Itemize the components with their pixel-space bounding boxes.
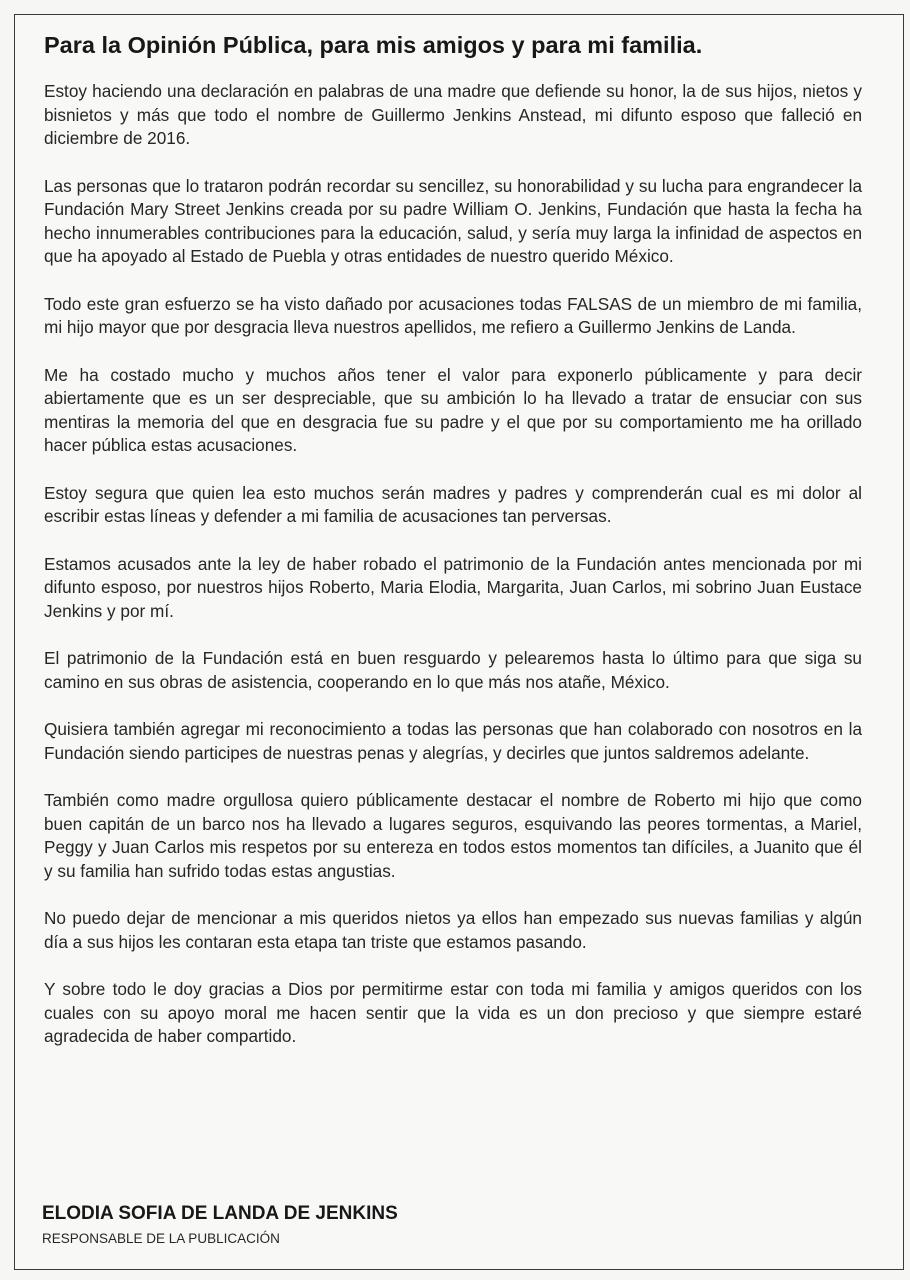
paragraph-9: También como madre orgullosa quiero públicamente destacar el nombre de Roberto mi hijo que como buen capitán de un barco nos ha llevado a lugares seguros, esquivando las peores tormentas, a Mariel, Peggy y Juan Carlos mis respetos por su entereza en todos estos momentos tan difíciles, a Juanito que él y su familia han sufrido todas estas angustias.: [44, 790, 862, 881]
paragraph-1: Estoy haciendo una declaración en palabras de una madre que defiende su honor, la de sus hijos, nietos y bisnietos y más que todo el nombre de Guillermo Jenkins Anstead, mi difunto esposo que falleció en diciembre de 2016.: [44, 81, 862, 148]
notice-title: Para la Opinión Pública, para mis amigos y para mi familia.: [44, 32, 703, 58]
paragraph-7: El patrimonio de la Fundación está en buen resguardo y pelearemos hasta lo último para que siga su camino en sus obras de asistencia, cooperando en lo que más nos atañe, México.: [44, 648, 862, 692]
paragraph-8: Quisiera también agregar mi reconocimiento a todas las personas que han colaborado con nosotros en la Fundación siendo participes de nuestras penas y alegrías, y decirles que juntos saldremos adelante.: [44, 719, 862, 763]
responsible-caption: RESPONSABLE DE LA PUBLICACIÓN: [42, 1231, 280, 1246]
paragraph-10: No puedo dejar de mencionar a mis queridos nietos ya ellos han empezado sus nuevas familias y algún día a sus hijos les contaran esta etapa tan triste que estamos pasando.: [44, 908, 862, 952]
paragraph-5: Estoy segura que quien lea esto muchos serán madres y padres y comprenderán cual es mi dolor al escribir estas líneas y defender a mi familia de acusaciones tan perversas.: [44, 482, 862, 526]
paragraph-4: Me ha costado mucho y muchos años tener el valor para exponerlo públicamente y para decir abiertamente que es un ser despreciable, que su ambición lo ha llevado a tratar de ensuciar con sus mentiras la memoria del que en desgracia fue su padre y el que por su comportamiento me ha orillado hacer pública estas acusaciones.: [44, 364, 862, 455]
paragraph-2: Las personas que lo trataron podrán recordar su sencillez, su honorabilidad y su lucha para engrandecer la Fundación Mary Street Jenkins creada por su padre William O. Jenkins, Fundación que hasta la fecha ha hecho innumerables contribuciones para la educación, salud, y sería muy larga la infinidad de aspectos en que ha apoyado al Estado de Puebla y otras entidades de nuestro querido México.: [44, 175, 862, 266]
paragraph-3: Todo este gran esfuerzo se ha visto dañado por acusaciones todas FALSAS de un miembro de mi familia, mi hijo mayor que por desgracia lleva nuestros apellidos, me refiero a Guillermo Jenkins de Landa.: [44, 293, 862, 337]
notice-body: [44, 80, 862, 1073]
signature-name: ELODIA SOFIA DE LANDA DE JENKINS: [42, 1203, 398, 1224]
paragraph-11: Y sobre todo le doy gracias a Dios por permitirme estar con toda mi familia y amigos queridos con los cuales con su apoyo moral me hacen sentir que la vida es un don precioso y que siempre estaré agradecida de haber compartido.: [44, 979, 862, 1046]
paragraph-6: Estamos acusados ante la ley de haber robado el patrimonio de la Fundación antes mencionada por mi difunto esposo, por nuestros hijos Roberto, Maria Elodia, Margarita, Juan Carlos, mi sobrino Juan Eustace Jenkins y por mí.: [44, 553, 862, 621]
